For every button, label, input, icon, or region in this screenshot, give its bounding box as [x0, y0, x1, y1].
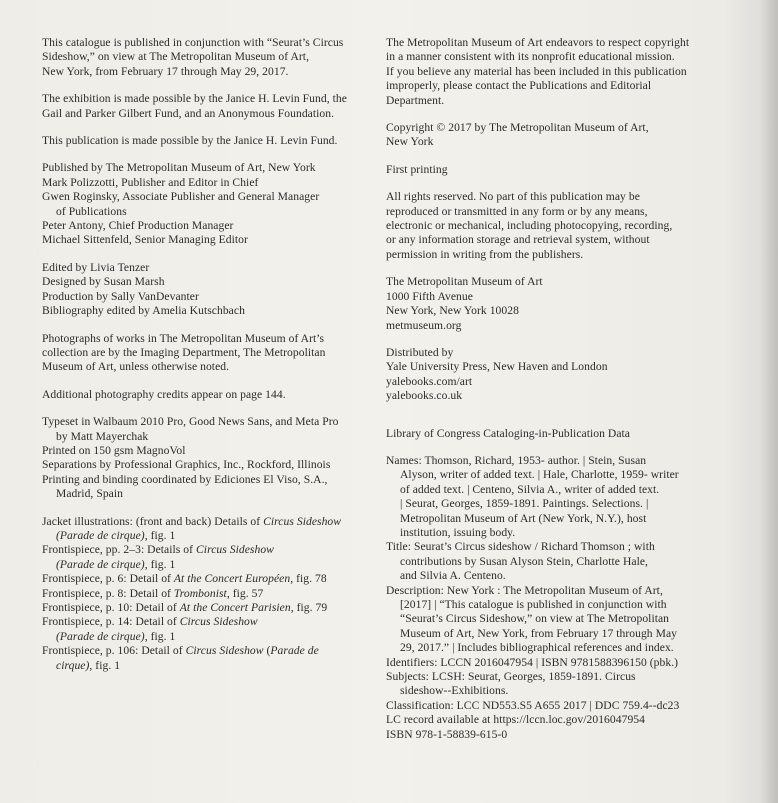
text-line: New York, New York 10028	[386, 304, 519, 318]
text-line: Library of Congress Cataloging-in-Publication Data	[386, 426, 630, 440]
text-line: ISBN 978-1-58839-615-0	[386, 727, 508, 741]
text-line: Names: Thomson, Richard, 1953- author. | Stein, Susan	[386, 453, 647, 467]
right-column	[386, 36, 726, 742]
text-line: yalebooks.com/art	[386, 374, 473, 388]
text-line: Metropolitan Museum of Art (New York, N.Y.), host	[400, 511, 647, 525]
copyright-notice	[386, 121, 726, 150]
production-credits	[42, 415, 372, 501]
text-line: Peter Antony, Chief Production Manager	[42, 219, 234, 233]
text-line: Museum of Art, unless otherwise noted.	[42, 360, 230, 374]
text-line: Frontispiece, p. 14: Detail of Circus Sideshow	[42, 615, 258, 629]
text-line: by Matt Mayerchak	[56, 429, 149, 443]
text-line: Title: Seurat’s Circus sideshow / Richard Thomson ; with	[386, 540, 655, 554]
text-line: Subjects: LCSH: Seurat, Georges, 1859-1891. Circus	[386, 670, 636, 684]
editorial-credits	[42, 261, 372, 319]
text-line: Copyright © 2017 by The Metropolitan Museum of Art,	[386, 121, 649, 135]
text-line: and Silvia A. Centeno.	[400, 569, 506, 583]
text-line: | Seurat, Georges, 1859-1891. Paintings. Selections. |	[400, 497, 649, 511]
text-line: permission in writing from the publishers.	[386, 247, 584, 261]
text-line: Bibliography edited by Amelia Kutschbach	[42, 304, 245, 318]
text-line: Production by Sally VanDevanter	[42, 289, 199, 303]
text-line: Frontispiece, pp. 2–3: Details of Circus Sideshow	[42, 543, 274, 557]
text-line: Yale University Press, New Haven and London	[386, 360, 608, 374]
text-line: New York	[386, 135, 434, 149]
publication-funding	[42, 134, 372, 148]
text-line: Additional photography credits appear on page 144.	[42, 387, 286, 401]
publisher-credits	[42, 161, 372, 247]
text-line: Identifiers: LCCN 2016047954 | ISBN 9781588396150 (pbk.)	[386, 655, 679, 669]
exhibition-note	[42, 36, 372, 79]
text-line: Designed by Susan Marsh	[42, 275, 165, 289]
text-line: institution, issuing body.	[400, 525, 516, 539]
text-line: sideshow--Exhibitions.	[400, 684, 509, 698]
text-line: Distributed by	[386, 345, 454, 359]
text-line: This catalogue is published in conjunction with “Seurat’s Circus	[42, 36, 344, 49]
text-line: (Parade de cirque), fig. 1	[56, 629, 176, 643]
text-line: First printing	[386, 162, 448, 176]
left-column	[42, 36, 372, 673]
rights-reserved	[386, 190, 726, 262]
text-line: electronic or mechanical, including photocopying, recording,	[386, 219, 673, 233]
text-line: Jacket illustrations: (front and back) Details of Circus Sideshow	[42, 514, 342, 528]
text-line: Gwen Roginsky, Associate Publisher and General Manager	[42, 190, 320, 204]
text-line: Frontispiece, p. 6: Detail of At the Concert Européen, fig. 78	[42, 572, 327, 586]
text-line: of Publications	[56, 204, 127, 218]
text-line: Alyson, writer of added text. | Hale, Charlotte, 1959- writer	[400, 468, 679, 482]
text-line: Frontispiece, p. 106: Detail of Circus Sideshow (Parade de	[42, 644, 319, 658]
text-line: If you believe any material has been included in this publication	[386, 64, 687, 78]
exhibition-funding	[42, 92, 372, 121]
text-line: improperly, please contact the Publications and Editorial	[386, 79, 652, 93]
text-line: Published by The Metropolitan Museum of Art, New York	[42, 161, 316, 175]
text-line: Description: New York : The Metropolitan Museum of Art,	[386, 583, 663, 597]
text-line: Department.	[386, 93, 445, 107]
text-line: collection are by the Imaging Department, The Metropolitan	[42, 345, 326, 359]
text-line: Michael Sittenfeld, Senior Managing Editor	[42, 233, 248, 247]
text-line: Separations by Professional Graphics, Inc., Rockford, Illinois	[42, 458, 331, 472]
text-line: Sideshow,” on view at The Metropolitan Museum of Art,	[42, 50, 310, 64]
text-line: (Parade de cirque), fig. 1	[56, 557, 176, 571]
text-line: metmuseum.org	[386, 318, 462, 332]
text-line: Printed on 150 gsm MagnoVol	[42, 443, 186, 457]
text-line: Typeset in Walbaum 2010 Pro, Good News Sans, and Meta Pro	[42, 415, 339, 429]
page-gutter-shadow	[760, 0, 778, 803]
text-line: Classification: LCC ND553.S5 A655 2017 | DDC 759.4--dc23	[386, 698, 680, 712]
text-line: (Parade de cirque), fig. 1	[56, 528, 176, 542]
text-line: This publication is made possible by the Janice H. Levin Fund.	[42, 134, 338, 148]
printing-note	[386, 163, 726, 177]
text-line: Frontispiece, p. 8: Detail of Trombonist, fig. 57	[42, 586, 264, 600]
text-line: “Seurat’s Circus Sideshow,” on view at The Metropolitan	[400, 612, 670, 626]
text-line: Printing and binding coordinated by Ediciones El Viso, S.A.,	[42, 472, 328, 486]
text-line: The exhibition is made possible by the Janice H. Levin Fund, the	[42, 92, 347, 106]
cip-record	[386, 454, 726, 742]
text-line: Mark Polizzotti, Publisher and Editor in Chief	[42, 175, 259, 189]
copyright-policy	[386, 36, 726, 108]
text-line: 1000 Fifth Avenue	[386, 289, 473, 303]
text-line: Edited by Livia Tenzer	[42, 260, 150, 274]
distributor	[386, 346, 726, 404]
cip-heading	[386, 427, 726, 441]
text-line: Frontispiece, p. 10: Detail of At the Concert Parisien, fig. 79	[42, 601, 328, 614]
text-line: Museum of Art, New York, from February 17 through May	[400, 626, 678, 640]
text-line: cirque), fig. 1	[56, 658, 121, 672]
text-line: in a manner consistent with its nonprofit educational mission.	[386, 50, 675, 64]
text-line: The Metropolitan Museum of Art endeavors to respect copyright	[386, 36, 690, 49]
text-line: reproduced or transmitted in any form or by any means,	[386, 204, 648, 218]
text-line: All rights reserved. No part of this publication may be	[386, 190, 640, 204]
photography-note	[42, 332, 372, 375]
text-line: New York, from February 17 through May 29, 2017.	[42, 64, 289, 78]
text-line: LC record available at https://lccn.loc.gov/2016047954	[386, 713, 645, 727]
text-line: Madrid, Spain	[56, 487, 123, 501]
text-line: [2017] | “This catalogue is published in conjunction with	[400, 598, 667, 611]
text-line: yalebooks.co.uk	[386, 389, 463, 403]
text-line: of added text. | Centeno, Silvia A., writer of added text.	[400, 482, 660, 496]
publisher-address	[386, 275, 726, 333]
text-line: or any information storage and retrieval system, without	[386, 233, 650, 247]
text-line: contributions by Susan Alyson Stein, Charlotte Hale,	[400, 554, 648, 568]
text-line: Gail and Parker Gilbert Fund, and an Anonymous Foundation.	[42, 106, 335, 120]
text-line: 29, 2017.” | Includes bibliographical references and index.	[400, 641, 674, 655]
text-line: The Metropolitan Museum of Art	[386, 275, 543, 289]
photo-credits-note	[42, 388, 372, 402]
illustration-credits	[42, 515, 372, 673]
text-line: Photographs of works in The Metropolitan Museum of Art’s	[42, 331, 325, 345]
